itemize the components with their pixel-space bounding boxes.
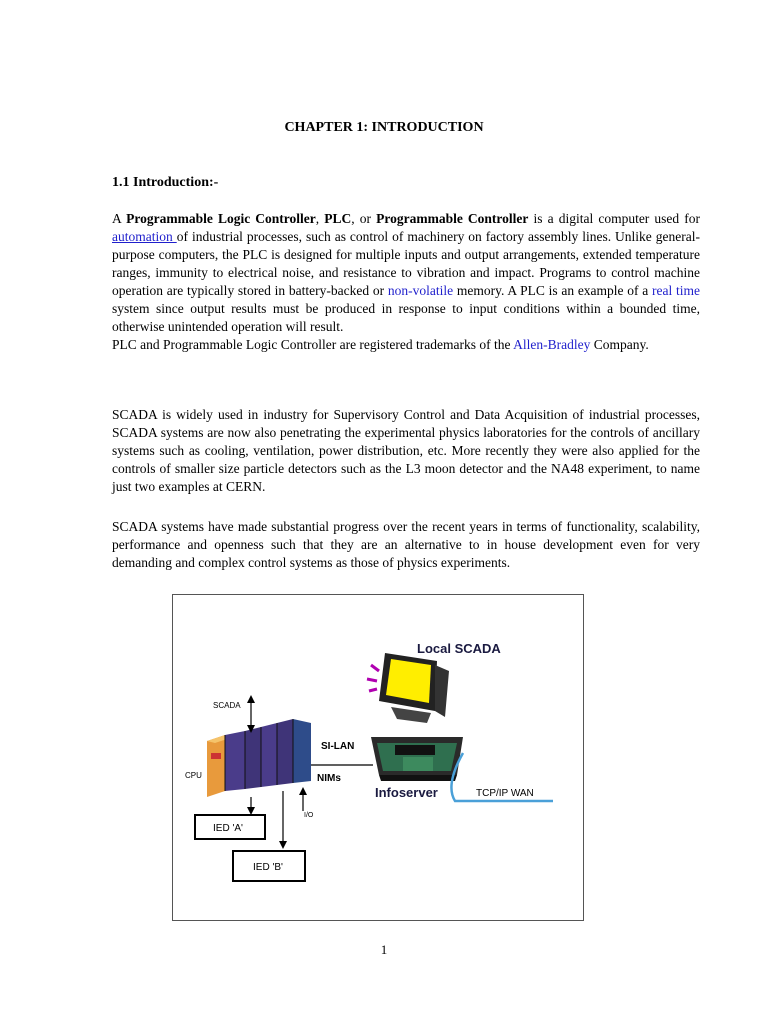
label-si-lan: SI-LAN — [321, 741, 355, 752]
section-heading: 1.1 Introduction:- — [112, 175, 219, 190]
text-run: of industrial processes, such as control of machinery on factory assembly lines. Unlike general-purpose computers, the PLC is designed for multiple inputs and output arrangements, extended temperature ranges, immunity to electrical noise, and resistance to vibration and impact. Programs to control machine operation are typically stored in battery-backed or — [112, 229, 700, 298]
text-run: is a digital computer used for — [528, 211, 700, 226]
label-cpu: CPU — [185, 771, 202, 780]
label-local-scada: Local SCADA — [417, 641, 501, 656]
label-infoserver: Infoserver — [375, 785, 438, 800]
text-run: memory. A PLC is an example of a — [453, 283, 653, 298]
label-tcpip-wan: TCP/IP WAN — [476, 788, 534, 799]
text-run: system since output results must be produced in response to input conditions within a bounded time, otherwise unintended operation will result. — [112, 301, 700, 334]
monitor-icon — [367, 653, 449, 723]
chapter-title: CHAPTER 1: INTRODUCTION — [284, 120, 484, 135]
link-automation[interactable]: automation — [112, 229, 177, 244]
scada-diagram — [173, 595, 583, 920]
paragraph-scada-progress: SCADA systems have made substantial progress over the recent years in terms of functionality, scalability, performance and openness such that they are an alternative to in house development even for very demanding and complex control systems as those of physics experiments. — [112, 519, 700, 570]
text-run: PLC and Programmable Logic Controller are registered trademarks of the — [112, 337, 514, 352]
paragraph-plc-definition — [112, 210, 700, 354]
scada-architecture-figure — [172, 594, 584, 921]
paragraph-scada-usage: SCADA is widely used in industry for Supervisory Control and Data Acquisition of industrial processes, SCADA systems are now also penetrating the experimental physics laboratories for the controls of ancillary systems such as cooling, ventilation, power distribution, etc. More recently they were also applied for the controls of smaller size particle detectors such as the L3 moon detector and the NA48 experiment, to name just two examples at CERN. — [112, 407, 700, 494]
bold-term-plc-full: Programmable Logic Controller — [126, 211, 316, 226]
link-non-volatile[interactable]: non-volatile — [387, 283, 454, 298]
label-scada: SCADA — [213, 701, 241, 710]
text-run: , or — [351, 211, 377, 226]
label-nims: NIMs — [317, 773, 341, 784]
infoserver-icon — [371, 737, 463, 781]
plc-rack-icon — [207, 719, 311, 797]
text-run: , — [315, 211, 325, 226]
text-run: A — [112, 211, 127, 226]
text-run: Company. — [590, 337, 649, 352]
label-ied-a: IED 'A' — [213, 823, 243, 834]
link-real-time[interactable]: real time — [652, 283, 701, 298]
page-number: 1 — [380, 942, 388, 957]
bold-term-plc: PLC — [324, 211, 352, 226]
bold-term-programmable-controller: Programmable Controller — [376, 211, 529, 226]
link-allen-bradley[interactable]: Allen-Bradley — [513, 337, 591, 352]
label-io: I/O — [304, 812, 314, 819]
label-ied-b: IED 'B' — [253, 862, 283, 873]
